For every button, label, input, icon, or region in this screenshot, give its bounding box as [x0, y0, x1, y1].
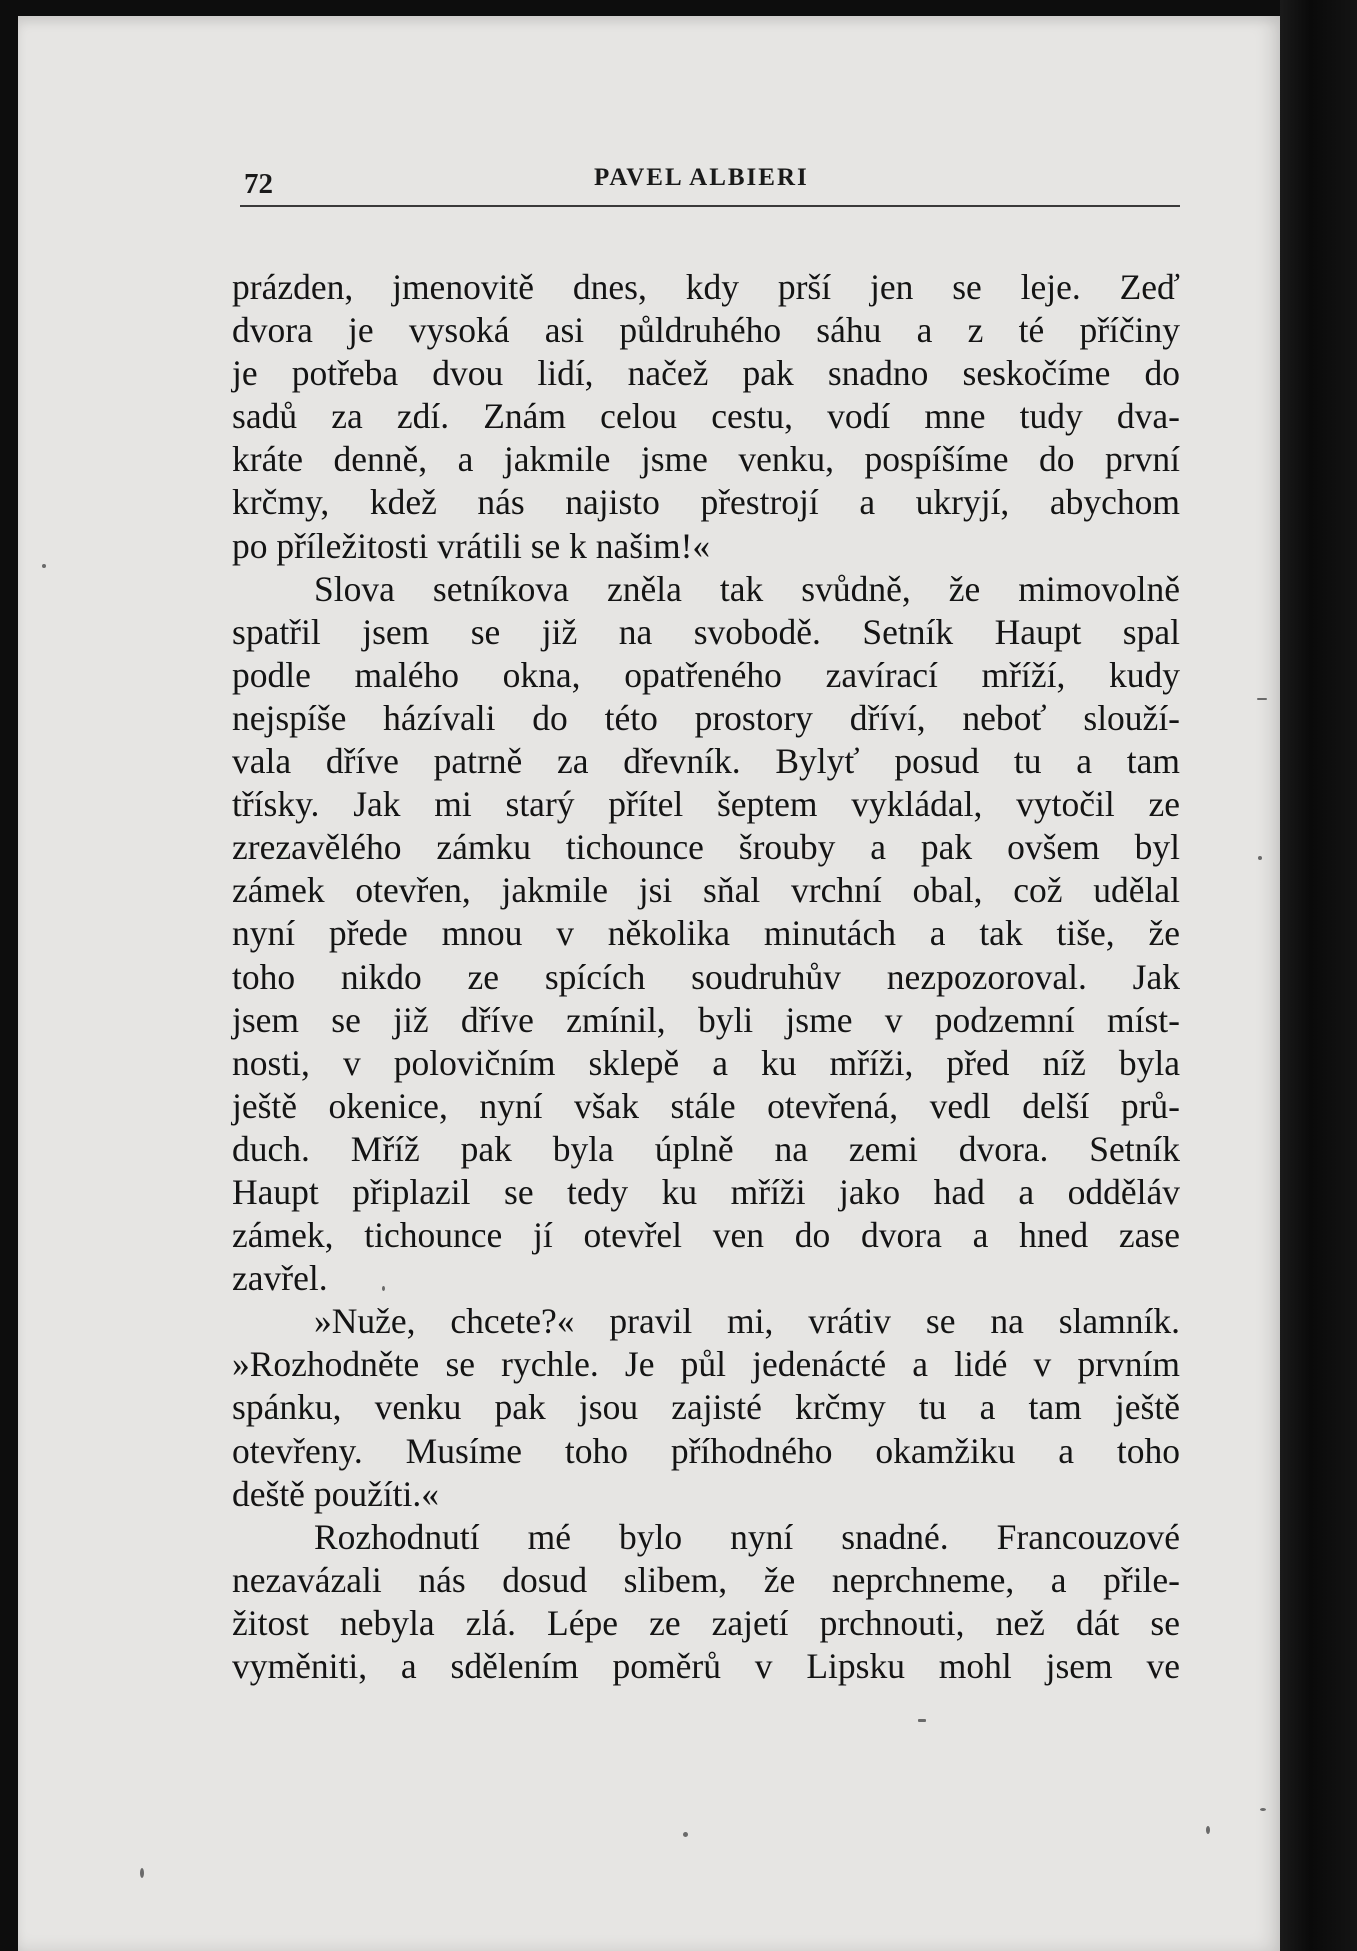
dust-speck [140, 1868, 144, 1878]
dust-speck [683, 1832, 688, 1837]
header-rule [240, 205, 1180, 207]
text-line: ještě okenice, nyní však stále otevřená, vedl delší prů- [232, 1085, 1180, 1126]
text-line: nezavázali nás dosud slibem, že neprchneme, a přile- [232, 1559, 1180, 1600]
text-line: zámek, tichounce jí otevřel ven do dvora a hned zase [232, 1215, 1180, 1256]
text-line: toho nikdo ze spících soudruhův nezpozoroval. Jak [232, 956, 1180, 997]
text-line: deště použíti.« [232, 1473, 440, 1514]
text-line: Slova setníkova zněla tak svůdně, že mimovolně [314, 568, 1180, 609]
text-line: vala dříve patrně za dřevník. Bylyť posud tu a tam [232, 741, 1180, 782]
running-head-title: PAVEL ALBIERI [594, 164, 809, 191]
book-spine-shadow [1280, 0, 1357, 1951]
dust-speck [1258, 856, 1262, 860]
text-line: zámek otevřen, jakmile jsi sňal vrchní obal, což udělal [232, 870, 1180, 911]
text-line: spánku, venku pak jsou zajisté krčmy tu a tam ještě [232, 1387, 1180, 1428]
text-line: spatřil jsem se již na svobodě. Setník Haupt spal [232, 611, 1180, 652]
text-line: dvora je vysoká asi půldruhého sáhu a z té příčiny [232, 310, 1180, 351]
text-line: jsem se již dříve zmínil, byli jsme v podzemní míst- [232, 999, 1180, 1040]
dust-speck [1260, 1808, 1266, 1811]
text-line: prázden, jmenovitě dnes, kdy prší jen se leje. Zeď [232, 267, 1180, 307]
text-line: nejspíše házívali do této prostory dříví, neboť slouží- [232, 697, 1180, 738]
page-number: 72 [244, 168, 273, 200]
dust-speck [1206, 1826, 1210, 1834]
text-line: vyměniti, a sdělením poměrů v Lipsku mohl jsem ve [232, 1646, 1180, 1686]
text-line: zrezavělého zámku tichounce šrouby a pak ovšem byl [232, 827, 1180, 868]
text-line: »Nuže, chcete?« pravil mi, vrátiv se na slamník. [314, 1301, 1180, 1342]
text-line: krčmy, kdež nás najisto přestrojí a ukryjí, abychom [232, 482, 1180, 523]
text-line: nosti, v polovičním sklepě a ku mříži, před níž byla [232, 1042, 1180, 1083]
text-line: je potřeba dvou lidí, načež pak snadno seskočíme do [232, 353, 1180, 394]
text-line: Haupt připlazil se tedy ku mříži jako had a odděláv [232, 1171, 1180, 1212]
text-line: duch. Mříž pak byla úplně na zemi dvora. Setník [232, 1128, 1180, 1169]
text-line: kráte denně, a jakmile jsme venku, pospíšíme do první [232, 439, 1180, 480]
body-text [232, 266, 1180, 1688]
text-line: »Rozhodněte se rychle. Je půl jedenácté a lidé v prvním [232, 1344, 1180, 1385]
text-line: podle malého okna, opatřeného zavírací mříží, kudy [232, 654, 1180, 695]
text-line: žitost nebyla zlá. Lépe ze zajetí prchnouti, než dát se [232, 1602, 1180, 1643]
text-line: zavřel. [232, 1258, 328, 1299]
text-line: nyní přede mnou v několika minutách a tak tiše, že [232, 913, 1180, 954]
dust-speck [918, 1719, 926, 1722]
text-line: sadů za zdí. Znám celou cestu, vodí mne tudy dva- [232, 396, 1180, 437]
dust-speck [1257, 698, 1267, 700]
text-line: třísky. Jak mi starý přítel šeptem vykládal, vytočil ze [232, 784, 1180, 825]
dust-speck [42, 564, 46, 568]
text-line: Rozhodnutí mé bylo nyní snadné. Francouzové [314, 1516, 1180, 1557]
text-line: otevřeny. Musíme toho příhodného okamžiku a toho [232, 1430, 1180, 1471]
running-head [244, 162, 1179, 202]
text-line: po příležitosti vrátili se k našim!« [232, 525, 711, 566]
